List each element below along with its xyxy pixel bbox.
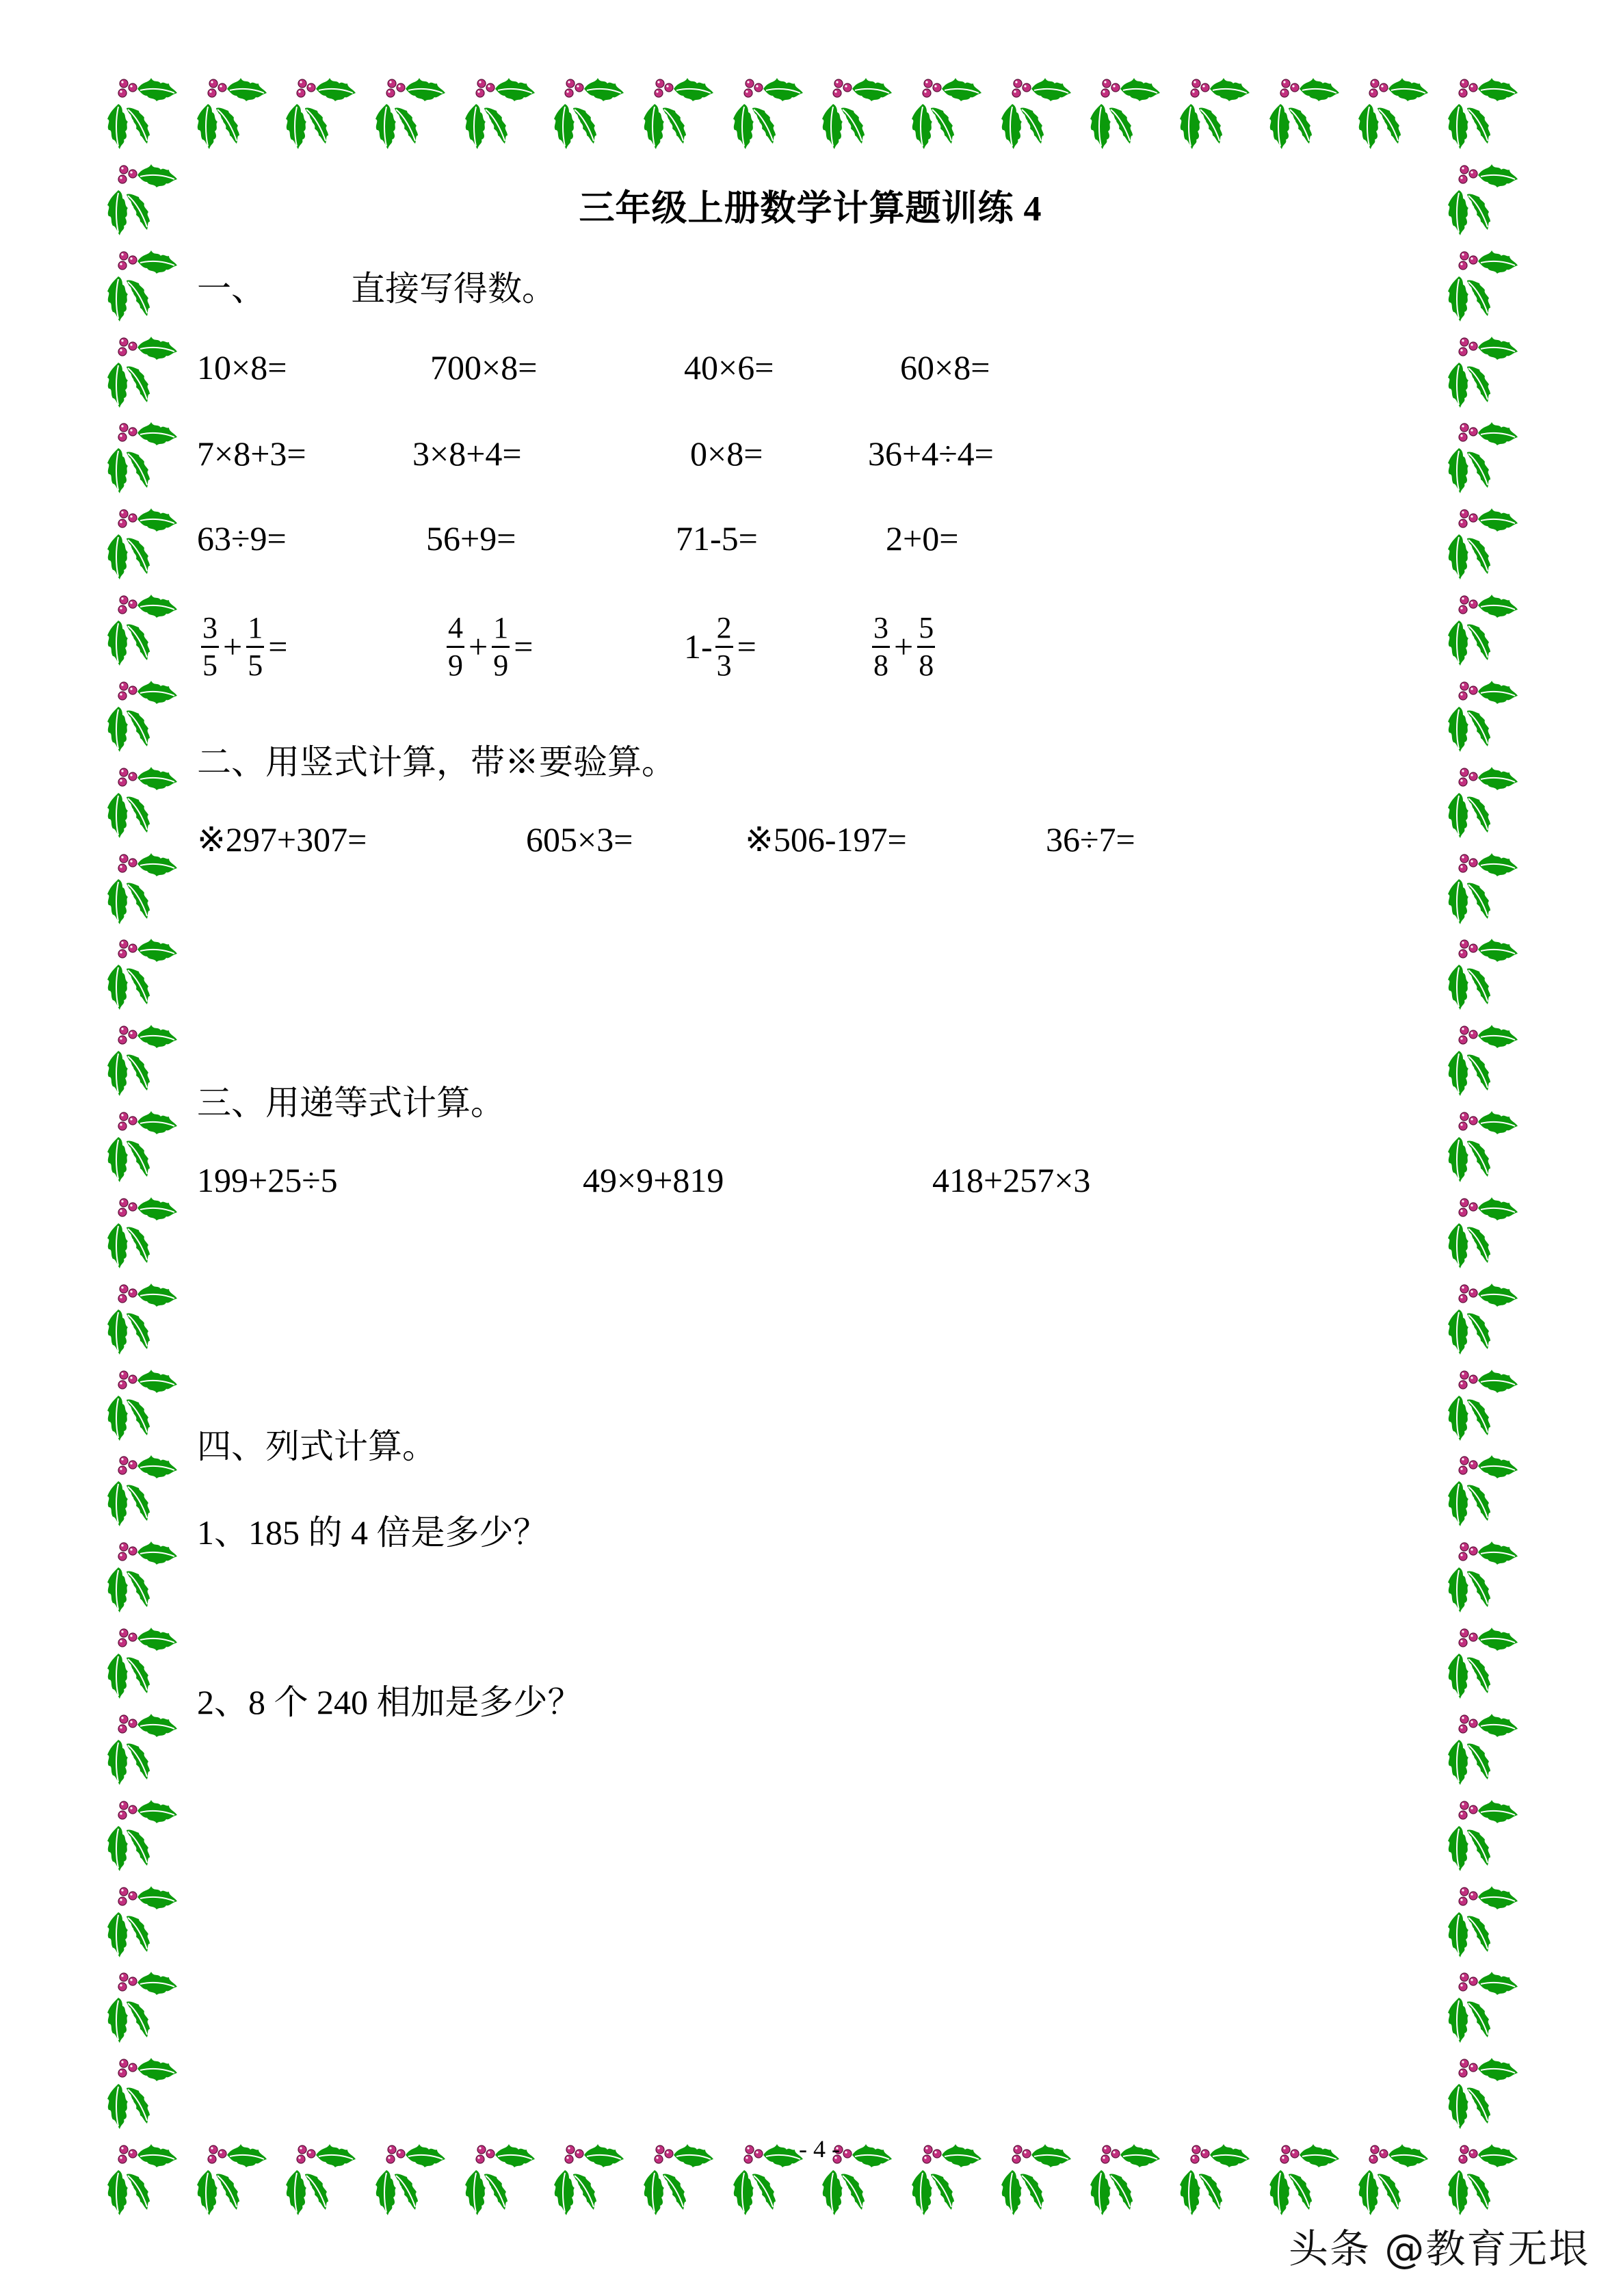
holly-icon: [1438, 499, 1527, 585]
holly-icon: [1438, 1015, 1527, 1101]
holly-icon: [1438, 2135, 1527, 2221]
section-1-heading: 一、 直接写得数。: [197, 270, 556, 308]
vertical-calc-4: 36÷7=: [1046, 820, 1135, 859]
holly-icon: [992, 68, 1081, 155]
vertical-calc-1: ※297+307=: [197, 820, 367, 859]
holly-icon: [187, 2135, 276, 2221]
problem-3-2: 56+9=: [426, 519, 516, 558]
holly-icon: [1438, 1962, 1527, 2048]
fraction-problem-2: $\frac{4}{9}$ + $\frac{1}{9}$ =: [448, 610, 533, 682]
holly-icon: [1438, 2048, 1527, 2135]
problem-2-3: 0×8=: [690, 434, 763, 473]
holly-icon: [98, 1188, 187, 1274]
holly-icon: [634, 2135, 723, 2221]
holly-icon: [98, 844, 187, 930]
holly-icon: [902, 68, 991, 155]
holly-icon: [1081, 68, 1170, 155]
fraction: $\frac{1}{5}$: [248, 610, 263, 682]
fraction-problem-3: 1 - $\frac{2}{3}$ =: [684, 610, 756, 682]
step-calc-1: 199+25÷5: [197, 1161, 338, 1199]
fraction-problem-1: $\frac{3}{5}$ + $\frac{1}{5}$ =: [202, 610, 288, 682]
holly-icon: [1438, 1704, 1527, 1790]
holly-icon: [98, 1101, 187, 1188]
holly-icon: [98, 327, 187, 413]
problem-3-1: 63÷9=: [197, 519, 287, 558]
holly-icon: [1438, 1274, 1527, 1360]
problem-3-4: 2+0=: [886, 519, 959, 558]
fraction: $\frac{1}{9}$: [493, 610, 509, 682]
holly-icon: [1438, 1446, 1527, 1532]
holly-icon: [98, 413, 187, 499]
holly-icon: [98, 1962, 187, 2048]
holly-icon: [544, 2135, 633, 2221]
watermark: 头条 @教育无垠: [1289, 2226, 1590, 2272]
fraction-problem-4: $\frac{3}{8}$ + $\frac{5}{8}$: [873, 610, 934, 682]
holly-icon: [1438, 671, 1527, 757]
problem-1-4: 60×8=: [900, 348, 990, 387]
holly-icon: [1438, 844, 1527, 930]
fraction: $\frac{3}{8}$: [873, 610, 888, 682]
section-4-heading: 四、列式计算。: [197, 1427, 436, 1465]
holly-icon: [634, 68, 723, 155]
holly-icon: [1438, 327, 1527, 413]
vertical-calc-2: 605×3=: [526, 820, 633, 859]
problem-2-4: 36+4÷4=: [868, 434, 994, 473]
problem-1-3: 40×6=: [684, 348, 774, 387]
holly-icon: [98, 1532, 187, 1618]
holly-icon: [98, 1274, 187, 1360]
fraction: $\frac{3}{5}$: [202, 610, 218, 682]
problem-2-2: 3×8+4=: [412, 434, 522, 473]
fraction: $\frac{5}{8}$: [919, 610, 934, 682]
holly-icon: [98, 585, 187, 671]
holly-icon: [98, 1360, 187, 1446]
holly-icon: [187, 68, 276, 155]
holly-icon: [1438, 1618, 1527, 1704]
problem-1-2: 700×8=: [430, 348, 538, 387]
holly-icon: [1170, 2135, 1259, 2221]
section-3-heading: 三、用递等式计算。: [197, 1084, 505, 1122]
fraction: $\frac{4}{9}$: [448, 610, 463, 682]
holly-icon: [98, 929, 187, 1015]
holly-icon: [1438, 757, 1527, 844]
holly-icon: [98, 1618, 187, 1704]
word-problem-1: 1、185 的 4 倍是多少？: [197, 1513, 548, 1552]
holly-icon: [98, 671, 187, 757]
holly-icon: [1438, 929, 1527, 1015]
holly-icon: [1438, 413, 1527, 499]
problem-2-1: 7×8+3=: [197, 434, 306, 473]
fraction: $\frac{2}{3}$: [716, 610, 732, 682]
holly-icon: [98, 499, 187, 585]
holly-icon: [1438, 1877, 1527, 1963]
holly-icon: [1438, 1188, 1527, 1274]
holly-icon: [456, 2135, 544, 2221]
word-problem-2: 2、8 个 240 相加是多少？: [197, 1683, 582, 1721]
holly-icon: [98, 1704, 187, 1790]
holly-icon: [1349, 68, 1438, 155]
holly-icon: [98, 2048, 187, 2135]
holly-icon: [98, 757, 187, 844]
holly-icon: [1438, 1790, 1527, 1877]
holly-icon: [1349, 2135, 1438, 2221]
holly-icon: [544, 68, 633, 155]
holly-icon: [276, 2135, 365, 2221]
holly-icon: [813, 68, 901, 155]
problem-1-1: 10×8=: [197, 348, 287, 387]
holly-icon: [1081, 2135, 1170, 2221]
holly-icon: [98, 1446, 187, 1532]
holly-icon: [98, 1877, 187, 1963]
problem-3-3: 71-5=: [676, 519, 758, 558]
holly-icon: [1438, 1360, 1527, 1446]
holly-icon: [366, 68, 455, 155]
holly-icon: [1438, 68, 1527, 155]
holly-icon: [366, 2135, 455, 2221]
step-calc-2: 49×9+819: [583, 1161, 724, 1199]
holly-icon: [1170, 68, 1259, 155]
holly-icon: [1260, 2135, 1349, 2221]
holly-icon: [98, 2135, 187, 2221]
step-calc-3: 418+257×3: [932, 1161, 1091, 1199]
holly-icon: [902, 2135, 991, 2221]
section-2-heading: 二、用竖式计算，带※要验算。: [197, 743, 676, 781]
holly-icon: [456, 68, 544, 155]
holly-icon: [98, 1790, 187, 1877]
holly-icon: [98, 1015, 187, 1101]
holly-icon: [992, 2135, 1081, 2221]
vertical-calc-3: ※506-197=: [745, 820, 907, 859]
holly-icon: [1438, 1532, 1527, 1618]
holly-icon: [98, 241, 187, 327]
page-number: - 4 -: [799, 2135, 840, 2163]
page-title: 三年级上册数学计算题训练 4: [579, 190, 1042, 229]
holly-icon: [1438, 585, 1527, 671]
holly-icon: [98, 68, 187, 155]
holly-icon: [1438, 1101, 1527, 1188]
holly-icon: [724, 68, 813, 155]
holly-icon: [1260, 68, 1349, 155]
holly-icon: [276, 68, 365, 155]
holly-icon: [1438, 241, 1527, 327]
